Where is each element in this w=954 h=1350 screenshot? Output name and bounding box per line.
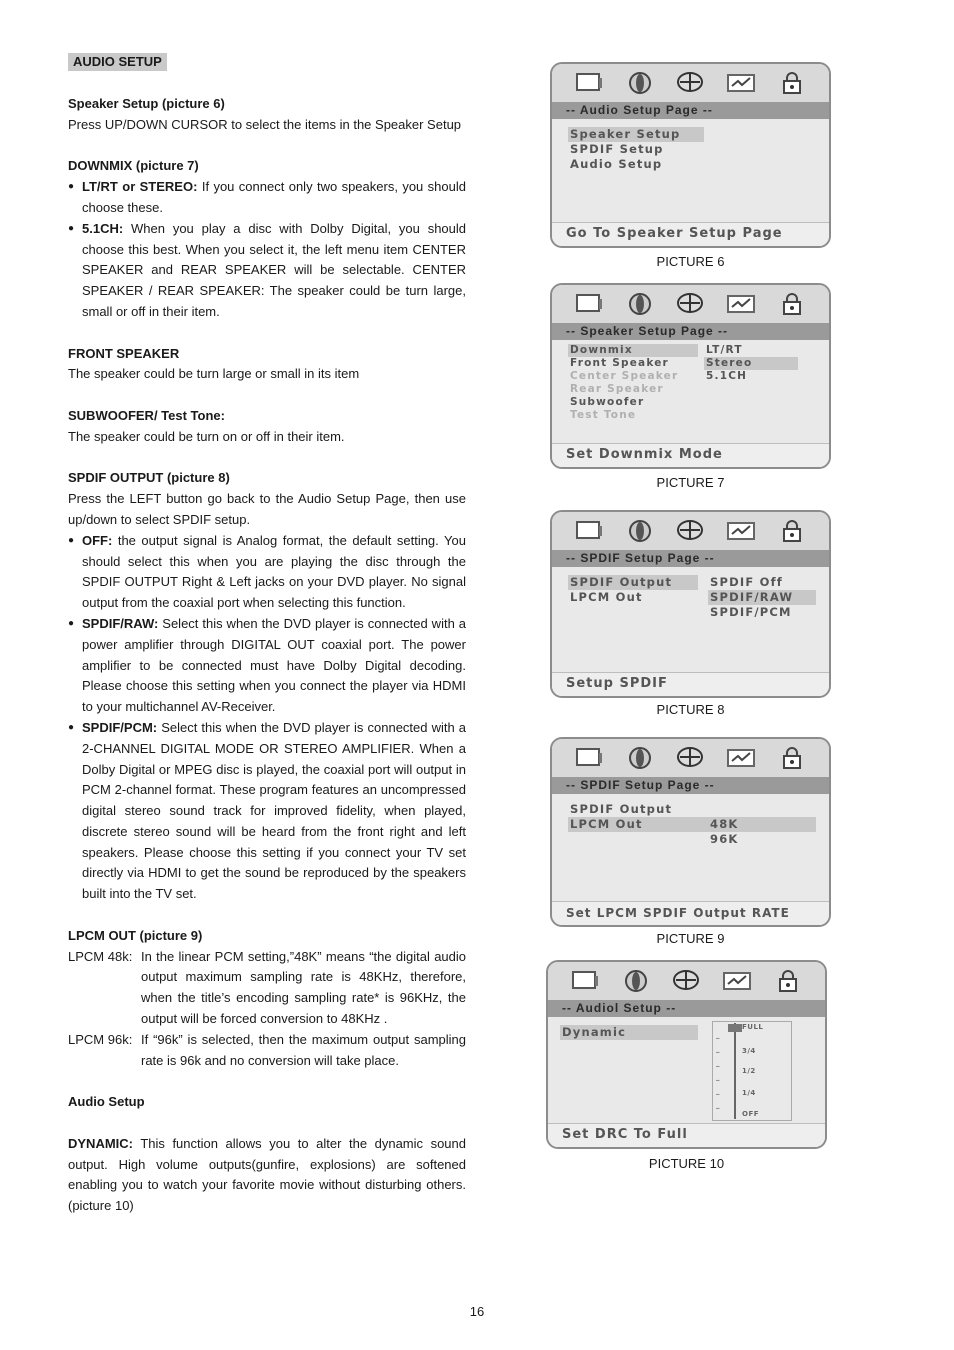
disc-icon — [675, 519, 705, 543]
osd-item: Rear Speaker — [570, 383, 664, 395]
picture-7-caption: PICTURE 7 — [656, 475, 725, 490]
drc-slider[interactable]: _ _ _ _ _ _ FULL 3/4 1/2 1/4 OFF — [712, 1021, 792, 1121]
lock-icon — [773, 969, 803, 993]
picture-6-osd — [550, 62, 831, 248]
spdif-bullet-off: ● OFF: the output signal is Analog format, the default setting. You should select this when you are playing the disc through the SPDIF OUTPUT Right & Left jacks on your DVD player. No signal output from the coaxial port when selecting this function. — [68, 531, 466, 614]
osd-option[interactable]: 96K — [710, 832, 739, 846]
speaker-setup-text: Press UP/DOWN CURSOR to select the items in the Speaker Setup — [68, 116, 462, 132]
picture-10-caption: PICTURE 10 — [648, 1156, 725, 1171]
drc-level-label: FULL — [742, 1023, 764, 1031]
preference-icon — [722, 969, 752, 993]
osd-item[interactable]: Downmix — [568, 344, 698, 357]
osd-item[interactable]: Audio Setup — [570, 157, 663, 171]
monitor-icon — [570, 969, 600, 993]
audio-setup-heading: Audio Setup — [68, 1094, 145, 1110]
osd-item[interactable]: LPCM Out — [568, 817, 816, 832]
speaker-icon — [625, 71, 655, 95]
speaker-icon — [625, 746, 655, 770]
lock-icon — [777, 71, 807, 95]
osd-title: -- Audiol Setup -- — [548, 1000, 825, 1017]
osd-icon-bar — [552, 285, 829, 323]
downmix-bullet-2: ● 5.1CH: When you play a disc with Dolby Digital, you should choose this best. When you select it, the left menu item CENTER SPEAKER and REAR SPEAKER will be selectable. CENTER SPEAKER / REAR SPEAKER: The speaker could be turn large, small or off in their item. — [68, 219, 466, 323]
subwoofer-text: The speaker could be turn on or off in their item. — [68, 428, 345, 444]
downmix-bullet-1: ● LT/RT or STEREO: If you connect only two speakers, you should choose these. — [68, 177, 466, 219]
osd-item[interactable]: Dynamic — [560, 1025, 698, 1040]
speaker-icon — [625, 519, 655, 543]
subwoofer-heading: SUBWOOFER/ Test Tone: — [68, 407, 225, 423]
downmix-heading: DOWNMIX (picture 7) — [68, 158, 199, 174]
lpcm-48k: LPCM 48k: In the linear PCM setting,”48K” means “the digital audio output maximum sampling rate is 48KHz, therefore, when the title’s encoding sampling rate* is 96KHz, the output will be forced conversion to 48KHz . — [68, 948, 466, 1027]
preference-icon — [726, 519, 756, 543]
osd-option[interactable]: SPDIF/PCM — [710, 605, 792, 619]
osd-icon-bar — [552, 512, 829, 550]
osd-icon-bar — [548, 962, 825, 1000]
osd-item[interactable]: LPCM Out — [570, 590, 643, 604]
osd-item[interactable]: SPDIF Output — [570, 802, 673, 816]
osd-footer: Go To Speaker Setup Page — [552, 222, 829, 246]
osd-option[interactable]: 48K — [710, 817, 739, 831]
monitor-icon — [574, 519, 604, 543]
section-tag: AUDIO SETUP — [68, 53, 167, 71]
picture-8-caption: PICTURE 8 — [656, 702, 725, 717]
picture-7-osd — [550, 283, 831, 469]
osd-option[interactable]: LT/RT — [706, 344, 743, 356]
drc-level-label: 1/2 — [742, 1067, 756, 1075]
spdif-text: Press the LEFT button go back to the Audio Setup Page, then use up/down to select SPDIF setup. — [68, 491, 466, 527]
osd-item[interactable]: SPDIF Setup — [570, 142, 664, 156]
osd-item[interactable]: Subwoofer — [570, 396, 645, 408]
speaker-icon — [621, 969, 651, 993]
lock-icon — [777, 292, 807, 316]
monitor-icon — [574, 292, 604, 316]
preference-icon — [726, 292, 756, 316]
osd-item[interactable]: Speaker Setup — [568, 127, 704, 142]
lock-icon — [777, 519, 807, 543]
lpcm-heading: LPCM OUT (picture 9) — [68, 927, 203, 943]
text-column — [68, 52, 466, 1217]
osd-title: -- Audio Setup Page -- — [552, 102, 829, 119]
lpcm-96k: LPCM 96k: If “96k” is selected, then the maximum output sampling rate is 96k and no conversion will take place. — [68, 1031, 466, 1068]
disc-icon — [675, 71, 705, 95]
picture-9-osd — [550, 737, 831, 927]
picture-9-caption: PICTURE 9 — [656, 931, 725, 946]
drc-level-label: 3/4 — [742, 1047, 756, 1055]
osd-title: -- SPDIF Setup Page -- — [552, 777, 829, 794]
picture-6-caption: PICTURE 6 — [656, 254, 725, 269]
disc-icon — [675, 746, 705, 770]
osd-icon-bar — [552, 64, 829, 102]
spdif-bullet-pcm: ● SPDIF/PCM: Select this when the DVD player is connected with a 2-CHANNEL DIGITAL MODE OR STEREO AMPLIFIER. When a Dolby Digital or MPEG disc is played, the coaxial port will output in PCM 2-channel format. These program features an uncompressed digital stereo sound track for improved fidelity, when played, discrete stereo sound will be heard from the front right and left speakers. Please choose this setting if you connect your TV set directly via HDMI to get the sound be reproduced by the speakers built into the TV set. — [68, 718, 466, 905]
osd-title: -- Speaker Setup Page -- — [552, 323, 829, 340]
picture-10-osd — [546, 960, 827, 1149]
osd-title: -- SPDIF Setup Page -- — [552, 550, 829, 567]
osd-footer: Set DRC To Full — [548, 1123, 825, 1147]
drc-level-label: OFF — [742, 1110, 760, 1118]
osd-item[interactable]: SPDIF Output — [568, 575, 698, 590]
front-speaker-text: The speaker could be turn large or small in its item — [68, 366, 360, 382]
spdif-heading: SPDIF OUTPUT (picture 8) — [68, 470, 230, 486]
osd-icon-bar — [552, 739, 829, 777]
monitor-icon — [574, 746, 604, 770]
speaker-icon — [625, 292, 655, 316]
osd-item: Center Speaker — [570, 370, 679, 382]
osd-option[interactable]: SPDIF/RAW — [708, 590, 816, 605]
disc-icon — [675, 292, 705, 316]
osd-footer: Set Downmix Mode — [552, 443, 829, 467]
monitor-icon — [574, 71, 604, 95]
speaker-setup-heading: Speaker Setup (picture 6) — [68, 96, 225, 111]
page-number: 16 — [469, 1304, 485, 1319]
osd-footer: Setup SPDIF — [552, 672, 829, 696]
osd-option[interactable]: Stereo — [704, 357, 798, 370]
spdif-bullet-raw: ● SPDIF/RAW: Select this when the DVD player is connected with a power amplifier through DIGITAL OUT coaxial port. The power amplifier to be connected must have Dolby Digital decoding. Please choose this setting when you connect the player via HDMI to your multichannel AV-Receiver. — [68, 614, 466, 718]
front-speaker-heading: FRONT SPEAKER — [68, 345, 180, 361]
dynamic-text: DYNAMIC: This function allows you to alter the dynamic sound output. High volume outputs(gunfire, explosions) are softened enabling you to watch your favorite movie without disturbing others. (picture 10) — [68, 1135, 466, 1214]
drc-level-label: 1/4 — [742, 1089, 756, 1097]
disc-icon — [671, 969, 701, 993]
lock-icon — [777, 746, 807, 770]
preference-icon — [726, 71, 756, 95]
osd-option[interactable]: 5.1CH — [706, 370, 748, 382]
drc-slider-knob[interactable] — [728, 1024, 742, 1032]
osd-item[interactable]: Front Speaker — [570, 357, 669, 369]
picture-8-osd — [550, 510, 831, 698]
osd-option[interactable]: SPDIF Off — [710, 575, 783, 589]
preference-icon — [726, 746, 756, 770]
osd-footer: Set LPCM SPDIF Output RATE — [552, 901, 829, 925]
osd-item: Test Tone — [570, 409, 637, 421]
